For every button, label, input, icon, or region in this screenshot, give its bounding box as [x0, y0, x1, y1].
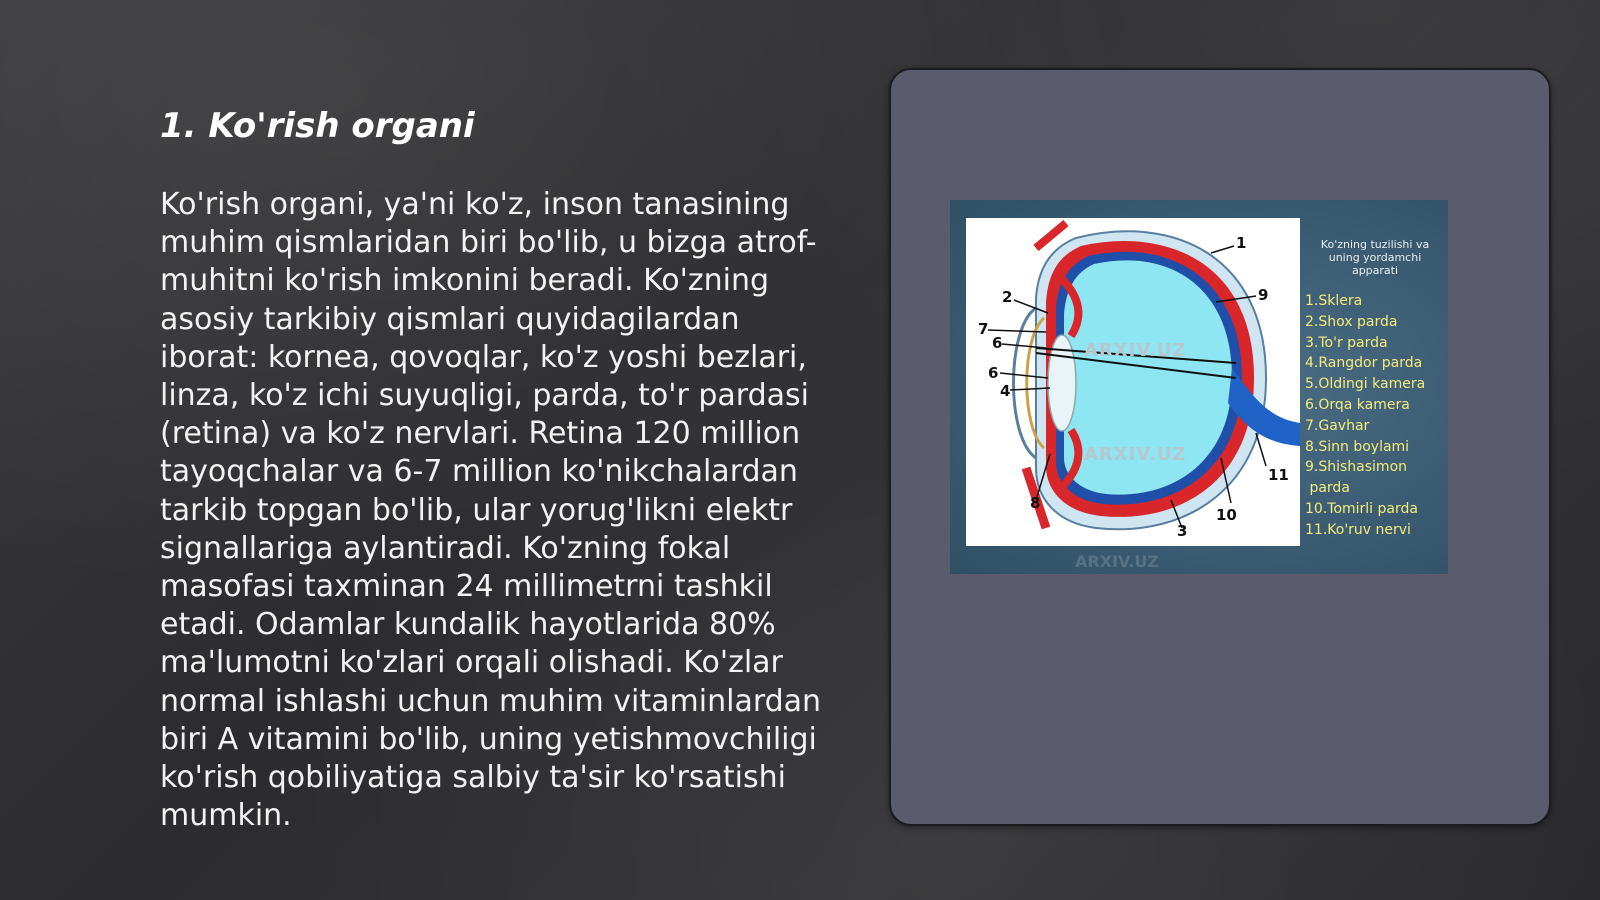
callout-4: 4 [1000, 382, 1011, 400]
callout-6b: 6 [988, 364, 999, 382]
diagram-legend [1305, 238, 1445, 541]
callout-1: 1 [1236, 234, 1247, 252]
callout-2: 2 [1002, 288, 1013, 306]
callout-6a: 6 [992, 334, 1003, 352]
callout-7: 7 [978, 320, 989, 338]
eye-diagram [966, 218, 1300, 546]
legend-item-7: 7.Gavhar [1305, 417, 1370, 434]
legend-item-6: 6.Orqa kamera [1305, 396, 1410, 413]
legend-title: Ko'zning tuzilishi va uning yordamchi apparati [1320, 238, 1430, 277]
legend-item-8: 8.Sinn boylami [1305, 438, 1410, 455]
eye-cross-section-illustration [966, 218, 1300, 546]
eye-anatomy-figure [950, 200, 1448, 574]
legend-item-9: 9.Shishasimon parda [1305, 459, 1408, 497]
watermark-top: ARXIV.UZ [1084, 340, 1187, 361]
callout-9: 9 [1258, 286, 1269, 304]
legend-item-10: 10.Tomirli parda [1305, 500, 1418, 517]
legend-item-3: 3.To'r parda [1305, 334, 1388, 351]
watermark-bottom: ARXIV.UZ [1075, 552, 1159, 571]
body-paragraph: Ko'rish organi, ya'ni ko'z, inson tanasining muhim qismlaridan biri bo'lib, u bizga atrof-muhitni ko'rish imkonini beradi. Ko'zning asosiy tarkibiy qismlari quyidagilardan iborat: kornea, qovoqlar, ko'z yoshi bezlari, linza, ko'z ichi suyuqligi, parda, to'r pardasi (retina) va ko'z nervlari. Retina 120 million tayoqchalar va 6-7 million ko'nikchalardan tarkib topgan bo'lib, ular yorug'likni elektr signallariga aylantiradi. Ko'zning fokal masofasi taxminan 24 millimetrni tashkil etadi. Odamlar kundalik hayotlarida 80% ma'lumotni ko'zlari orqali olishadi. Ko'zlar normal ishlashi uchun muhim vitaminlardan biri A vitamini bo'lib, uning yetishmovchiligi ko'rish qobiliyatiga salbiy ta'sir ko'rsatishi mumkin. [160, 187, 822, 834]
callout-11: 11 [1268, 466, 1289, 484]
legend-item-4: 4.Rangdor parda [1305, 355, 1423, 372]
callout-8: 8 [1030, 494, 1041, 512]
slide-title: 1. Ko'rish organi [160, 106, 475, 146]
callout-10: 10 [1216, 506, 1237, 524]
legend-item-1: 1.Sklera [1305, 293, 1363, 309]
watermark-middle: ARXIV.UZ [1084, 444, 1187, 465]
legend-item-5: 5.Oldingi kamera [1305, 376, 1426, 393]
legend-item-2: 2.Shox parda [1305, 313, 1398, 330]
legend-item-11: 11.Ko'ruv nervi [1305, 521, 1411, 538]
callout-3: 3 [1177, 522, 1188, 540]
